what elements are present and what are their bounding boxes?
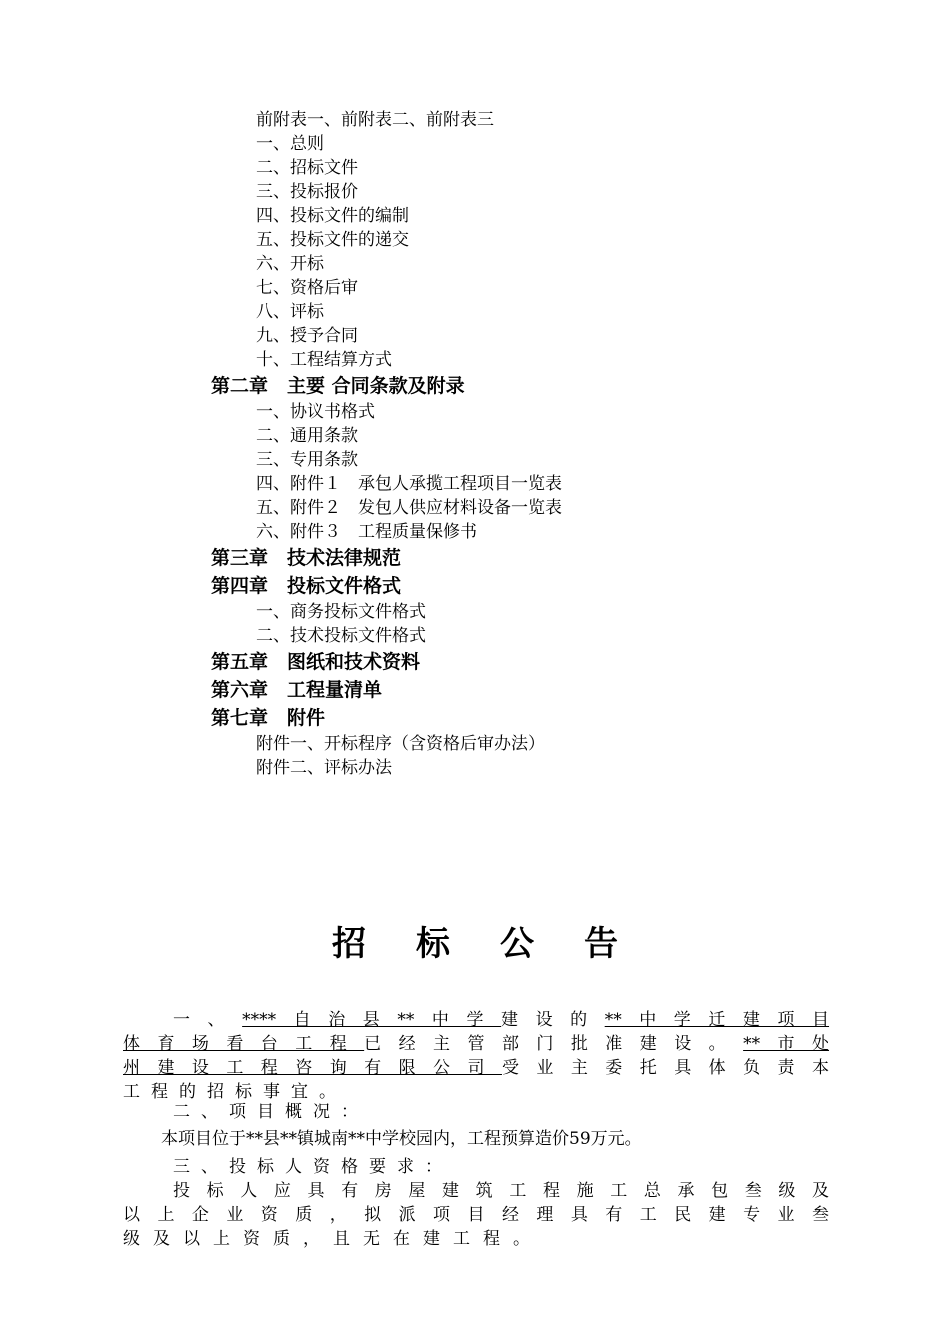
toc-item: 七、资格后审: [256, 278, 358, 298]
notice-section-2: [123, 1100, 829, 1154]
toc-item: 前附表一、前附表二、前附表三: [256, 110, 494, 130]
chapter-heading: 第二章 主要 合同条款及附录: [211, 375, 465, 397]
toc-item: 一、协议书格式: [256, 402, 375, 422]
chapter-heading: 第三章 技术法律规范: [211, 547, 402, 569]
paragraph-line: [123, 1056, 829, 1080]
toc-item: 九、授予合同: [256, 326, 358, 346]
text-run: 一、: [173, 1010, 243, 1030]
text-run: 受业主委托具体负责本: [501, 1058, 830, 1078]
paragraph-line: 级及以上资质，且无在建工程。: [123, 1229, 543, 1249]
toc-item: 六、开标: [256, 254, 324, 274]
paragraph-line: 工程的招标事宜。: [123, 1082, 347, 1102]
toc-item: 二、技术投标文件格式: [256, 626, 426, 646]
underlined-text: 体育场看台工程: [123, 1034, 365, 1054]
paragraph-line: 投标人应具有房屋建筑工程施工总承包叁级及: [173, 1181, 829, 1201]
toc-item: 一、商务投标文件格式: [256, 602, 426, 622]
section-heading: 二、项目概况：: [173, 1102, 369, 1122]
toc-item: 五、附件２ 发包人供应材料设备一览表: [256, 498, 562, 518]
notice-section-1: [123, 1008, 829, 1104]
underlined-text: **市处: [743, 1034, 830, 1054]
underlined-text: 州建设工程咨询有限公司: [123, 1058, 502, 1078]
toc-item: 四、附件１ 承包人承揽工程项目一览表: [256, 474, 562, 494]
chapter-heading: 第七章 附件: [211, 707, 326, 729]
text-run: 已经主管部门批准建设。: [364, 1034, 744, 1054]
paragraph-line: [123, 1008, 829, 1032]
toc-item: 二、招标文件: [256, 158, 358, 178]
section-heading: 三、投标人资格要求：: [173, 1157, 453, 1177]
toc-item: 三、专用条款: [256, 450, 358, 470]
toc-item: 八、评标: [256, 302, 324, 322]
toc-item: 附件二、评标办法: [256, 758, 392, 778]
chapter-heading: 第六章 工程量清单: [211, 679, 383, 701]
underlined-text: **中学迁建项目: [604, 1010, 830, 1030]
underlined-text: ****自治县**中学: [242, 1010, 502, 1030]
toc-item: 附件一、开标程序（含资格后审办法）: [256, 734, 545, 754]
toc-item: 四、投标文件的编制: [256, 206, 409, 226]
toc-item: 六、附件３ 工程质量保修书: [256, 522, 477, 542]
paragraph-line: [123, 1032, 829, 1056]
table-of-contents: [0, 108, 950, 780]
paragraph-line: 本项目位于**县**镇城南**中学校园内，工程预算造价59万元。: [161, 1129, 642, 1149]
chapter-heading: 第五章 图纸和技术资料: [211, 651, 421, 673]
toc-item: 二、通用条款: [256, 426, 358, 446]
notice-section-3: [123, 1155, 829, 1251]
toc-item: 十、工程结算方式: [256, 350, 392, 370]
toc-item: 三、投标报价: [256, 182, 358, 202]
toc-item: 五、投标文件的递交: [256, 230, 409, 250]
text-run: 建设的: [501, 1010, 605, 1030]
toc-item: 一、总则: [256, 134, 324, 154]
paragraph-line: 以上企业资质，拟派项目经理具有工民建专业叁: [123, 1205, 829, 1225]
notice-title: 招标公告: [332, 924, 668, 964]
chapter-heading: 第四章 投标文件格式: [211, 575, 402, 597]
